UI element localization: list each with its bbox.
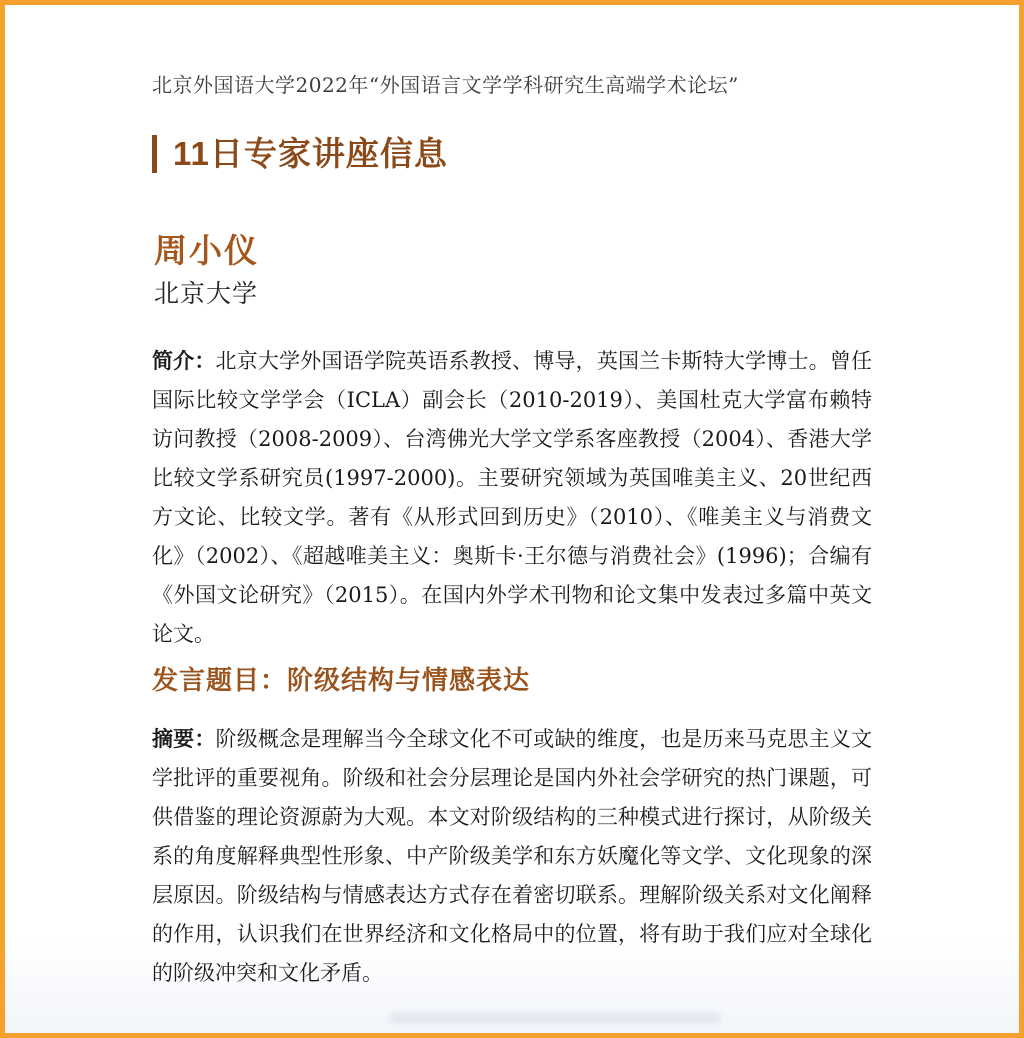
speaker-bio [152, 341, 872, 654]
page-content [5, 5, 1019, 993]
abstract-label: 摘要： [152, 726, 216, 751]
topic-text: 阶级结构与情感表达 [287, 665, 531, 695]
bio-label: 简介： [152, 348, 216, 373]
title-accent-bar [152, 135, 157, 173]
talk-abstract [152, 719, 872, 993]
speaker-name: 周小仪 [154, 232, 259, 269]
speaker-affiliation: 北京大学 [154, 280, 259, 308]
section-title-text: 11日专家讲座信息 [173, 135, 448, 172]
page-bleed-artifact [390, 1013, 720, 1023]
conference-header: 北京外国语大学2022年“外国语言文学学科研究生高端学术论坛” [152, 73, 739, 97]
abstract-text: 阶级概念是理解当今全球文化不可或缺的维度，也是历来马克思主义文学批评的重要视角。阶级和社会分层理论是国内外社会学研究的热门课题，可供借鉴的理论资源蔚为大观。本文对阶级结构的三种模式进行探讨，从阶级关系的角度解释典型性形象、中产阶级美学和东方妖魔化等文学、文化现象的深层原因。阶级结构与情感表达方式存在着密切联系。理解阶级关系对文化阐释的作用，认识我们在世界经济和文化格局中的位置，将有助于我们应对全球化的阶级冲突和文化矛盾。 [152, 727, 872, 985]
talk-topic-heading [152, 662, 872, 699]
section-title [152, 133, 872, 174]
bio-text: 北京大学外国语学院英语系教授、博导，英国兰卡斯特大学博士。曾任国际比较文学学会（ICLA）副会长（2010-2019）、美国杜克大学富布赖特访问教授（2008-2009）、台湾佛光大学文学系客座教授（2004）、香港大学比较文学系研究员(1997-2000)。主要研究领域为英国唯美主义、20世纪西方文论、比较文学。著有《从形式回到历史》（2010）、《唯美主义与消费文化》（2002）、《超越唯美主义：奥斯卡·王尔德与消费社会》(1996)；合编有《外国文论研究》（2015）。在国内外学术刊物和论文集中发表过多篇中英文论文。 [152, 349, 872, 646]
topic-label: 发言题目： [152, 665, 288, 695]
